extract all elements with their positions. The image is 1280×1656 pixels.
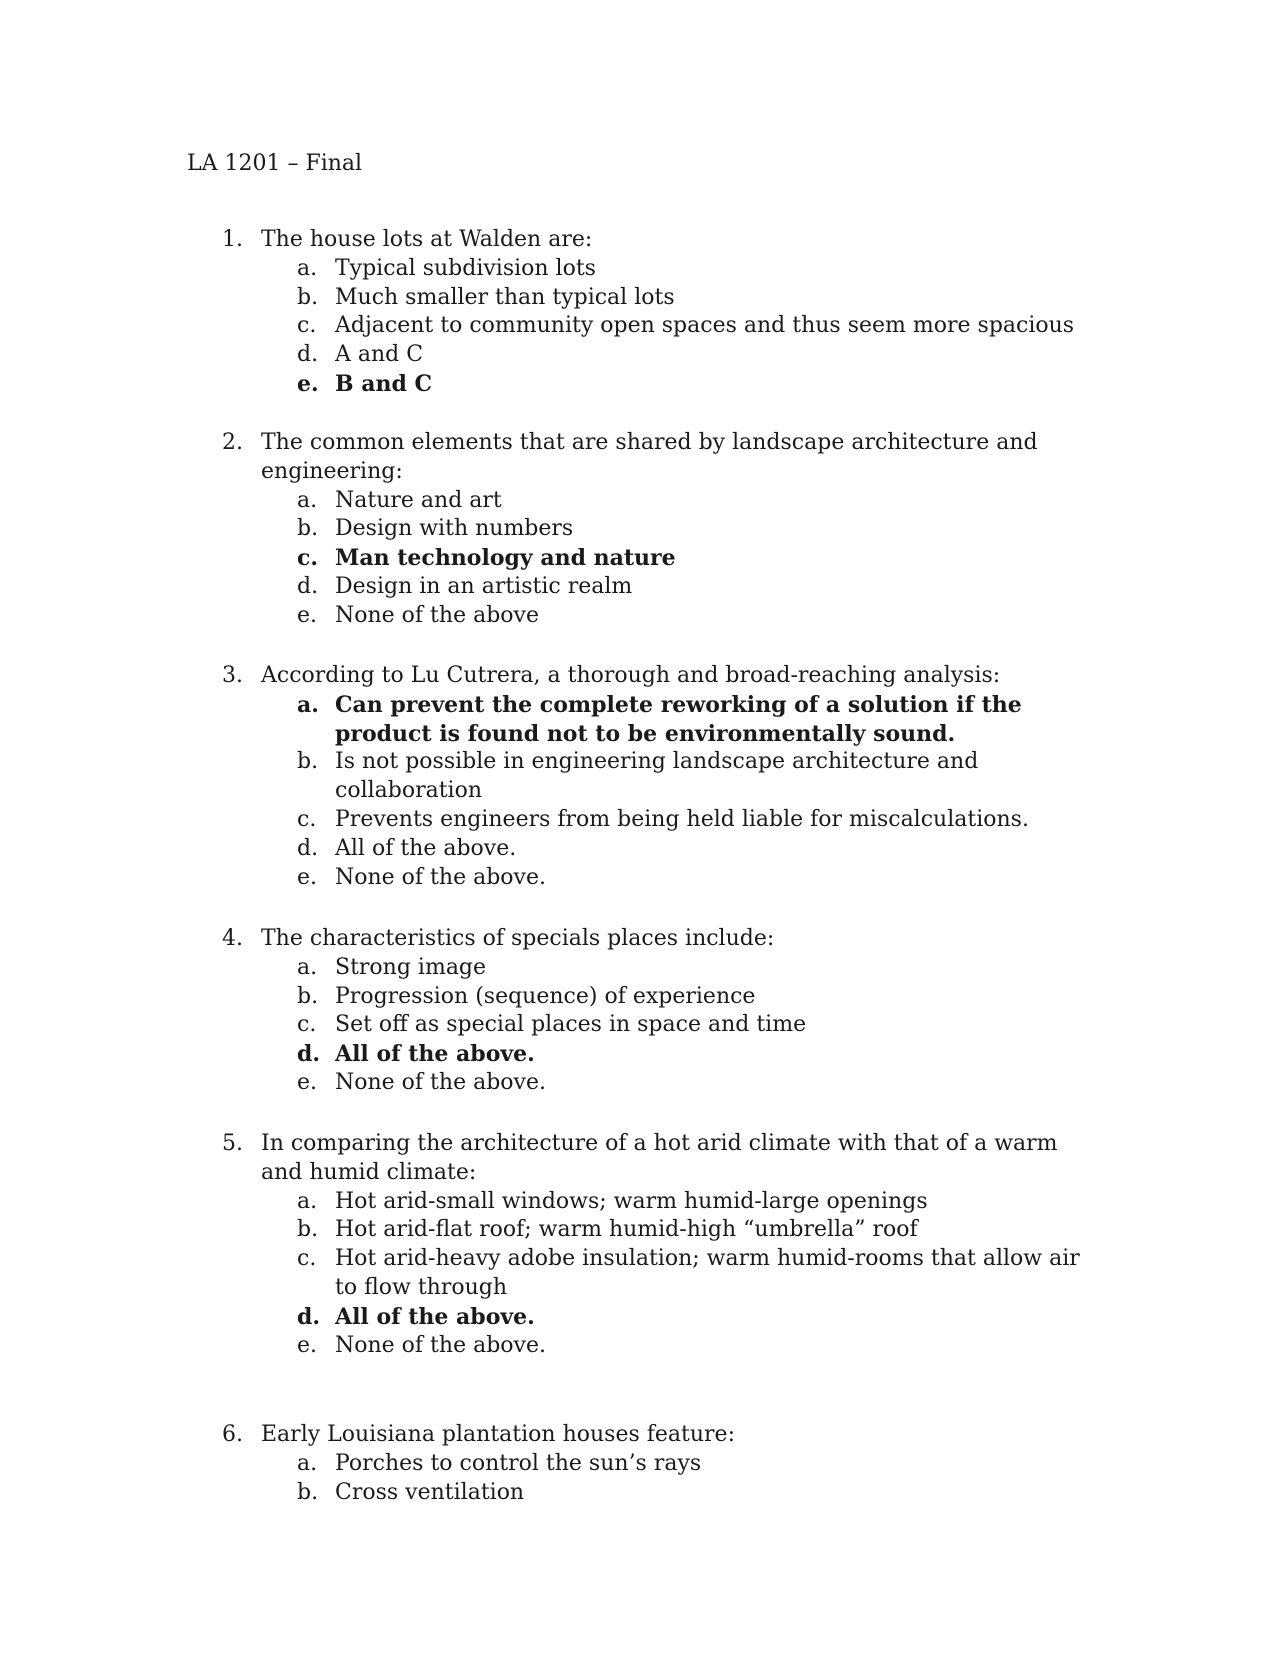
option-text: All of the above. — [335, 1303, 535, 1330]
option-text: Nature and art — [335, 487, 502, 513]
option-text: Hot arid-heavy adobe insulation; warm humid-rooms that allow air to flow through — [335, 1246, 1080, 1300]
option-letter: c. — [297, 313, 317, 339]
question-stem — [222, 1130, 1092, 1188]
option-text: Typical subdivision lots — [335, 255, 596, 281]
option-letter: c. — [297, 545, 319, 572]
option-text: B and C — [335, 370, 433, 397]
option-text: Porches to control the sun’s rays — [335, 1450, 702, 1476]
option-letter: a. — [297, 487, 318, 513]
question-number: 4. — [222, 926, 243, 951]
answer-option-c — [222, 1245, 1092, 1303]
option-text: Progression (sequence) of experience — [335, 983, 756, 1009]
option-text: Adjacent to community open spaces and thus seem more spacious — [335, 313, 1075, 339]
question-text: The common elements that are shared by landscape architecture and engineering: — [261, 430, 1038, 484]
option-text: Design with numbers — [335, 516, 574, 542]
answer-option-e — [222, 1332, 1092, 1361]
option-letter: a. — [297, 954, 318, 980]
option-letter: a. — [297, 1188, 318, 1214]
answer-option-d — [222, 341, 1092, 370]
question-number: 6. — [222, 1422, 243, 1447]
answer-option-c-correct — [222, 544, 1092, 573]
option-letter: b. — [297, 516, 319, 542]
option-letter: e. — [297, 864, 318, 890]
question-text: In comparing the architecture of a hot arid climate with that of a warm and humid climate: — [261, 1131, 1058, 1185]
answer-option-a — [222, 954, 1092, 983]
answer-option-b — [222, 748, 1092, 806]
question-stem — [222, 1421, 1092, 1450]
answer-option-e — [222, 602, 1092, 631]
answer-option-d — [222, 835, 1092, 864]
answer-option-d-correct — [222, 1040, 1092, 1069]
option-text: Man technology and nature — [335, 545, 676, 572]
question-stem — [222, 226, 1092, 255]
option-text: Hot arid-small windows; warm humid-large openings — [335, 1188, 928, 1214]
option-text: A and C — [335, 342, 424, 368]
answer-option-d — [222, 573, 1092, 602]
question-number: 5. — [222, 1131, 243, 1156]
option-text: All of the above. — [335, 835, 517, 861]
option-text: Can prevent the complete reworking of a solution if the product is found not to be environmentally sound. — [335, 691, 1022, 747]
option-letter: b. — [297, 983, 319, 1009]
option-letter: b. — [297, 1479, 319, 1505]
option-letter: d. — [297, 573, 319, 599]
answer-option-c — [222, 312, 1092, 341]
option-text: Is not possible in engineering landscape architecture and collaboration — [335, 749, 979, 804]
answer-options — [222, 255, 1092, 399]
option-letter: d. — [297, 1303, 321, 1330]
option-letter: e. — [297, 370, 319, 397]
answer-option-a — [222, 255, 1092, 284]
option-text: Set off as special places in space and time — [335, 1012, 807, 1038]
answer-option-e — [222, 864, 1092, 893]
option-letter: e. — [297, 1332, 318, 1358]
question-stem — [222, 662, 1092, 691]
question-2 — [222, 429, 1092, 631]
question-stem — [222, 429, 1092, 487]
answer-option-a-correct — [222, 691, 1092, 749]
question-3 — [222, 662, 1092, 892]
option-text: All of the above. — [335, 1041, 535, 1068]
answer-option-c — [222, 806, 1092, 835]
answer-option-b — [222, 284, 1092, 313]
answer-option-a — [222, 1188, 1092, 1217]
option-text: None of the above. — [335, 864, 546, 890]
question-4 — [222, 925, 1092, 1098]
option-letter: c. — [297, 806, 317, 832]
option-text: None of the above. — [335, 1069, 546, 1095]
document-title: LA 1201 – Final — [187, 151, 363, 176]
option-text: None of the above — [335, 602, 539, 628]
question-5 — [222, 1130, 1092, 1360]
answer-option-b — [222, 515, 1092, 544]
answer-options — [222, 487, 1092, 631]
option-letter: e. — [297, 602, 318, 628]
answer-option-e — [222, 1069, 1092, 1098]
question-6 — [222, 1421, 1092, 1507]
answer-option-d-correct — [222, 1303, 1092, 1332]
answer-options — [222, 691, 1092, 893]
answer-options — [222, 954, 1092, 1098]
answer-option-b — [222, 983, 1092, 1012]
question-text: Early Louisiana plantation houses feature: — [261, 1422, 735, 1447]
option-text: Design in an artistic realm — [335, 573, 633, 599]
option-text: None of the above. — [335, 1332, 546, 1358]
option-text: Strong image — [335, 954, 487, 980]
question-1 — [222, 226, 1092, 399]
option-text: Cross ventilation — [335, 1479, 525, 1505]
answer-option-b — [222, 1216, 1092, 1245]
option-text: Prevents engineers from being held liable for miscalculations. — [335, 806, 1029, 832]
option-letter: d. — [297, 342, 319, 368]
answer-option-a — [222, 487, 1092, 516]
option-letter: a. — [297, 691, 319, 718]
option-text: Much smaller than typical lots — [335, 284, 675, 310]
answer-option-e-correct — [222, 370, 1092, 399]
answer-options — [222, 1188, 1092, 1361]
option-letter: a. — [297, 1450, 318, 1476]
answer-option-b — [222, 1479, 1092, 1508]
option-letter: b. — [297, 749, 319, 775]
question-stem — [222, 925, 1092, 954]
question-number: 3. — [222, 663, 243, 688]
answer-option-c — [222, 1011, 1092, 1040]
question-text: The house lots at Walden are: — [261, 227, 593, 252]
option-letter: a. — [297, 255, 318, 281]
option-letter: d. — [297, 1041, 321, 1068]
option-letter: c. — [297, 1246, 317, 1272]
answer-options — [222, 1450, 1092, 1508]
question-text: The characteristics of specials places include: — [261, 926, 775, 951]
option-letter: b. — [297, 284, 319, 310]
option-letter: e. — [297, 1069, 318, 1095]
question-number: 2. — [222, 430, 243, 455]
question-number: 1. — [222, 227, 243, 252]
option-letter: c. — [297, 1012, 317, 1038]
option-text: Hot arid-flat roof; warm humid-high “umbrella” roof — [335, 1217, 918, 1243]
option-letter: d. — [297, 835, 319, 861]
question-text: According to Lu Cutrera, a thorough and broad-reaching analysis: — [261, 663, 1001, 688]
answer-option-a — [222, 1450, 1092, 1479]
option-letter: b. — [297, 1217, 319, 1243]
